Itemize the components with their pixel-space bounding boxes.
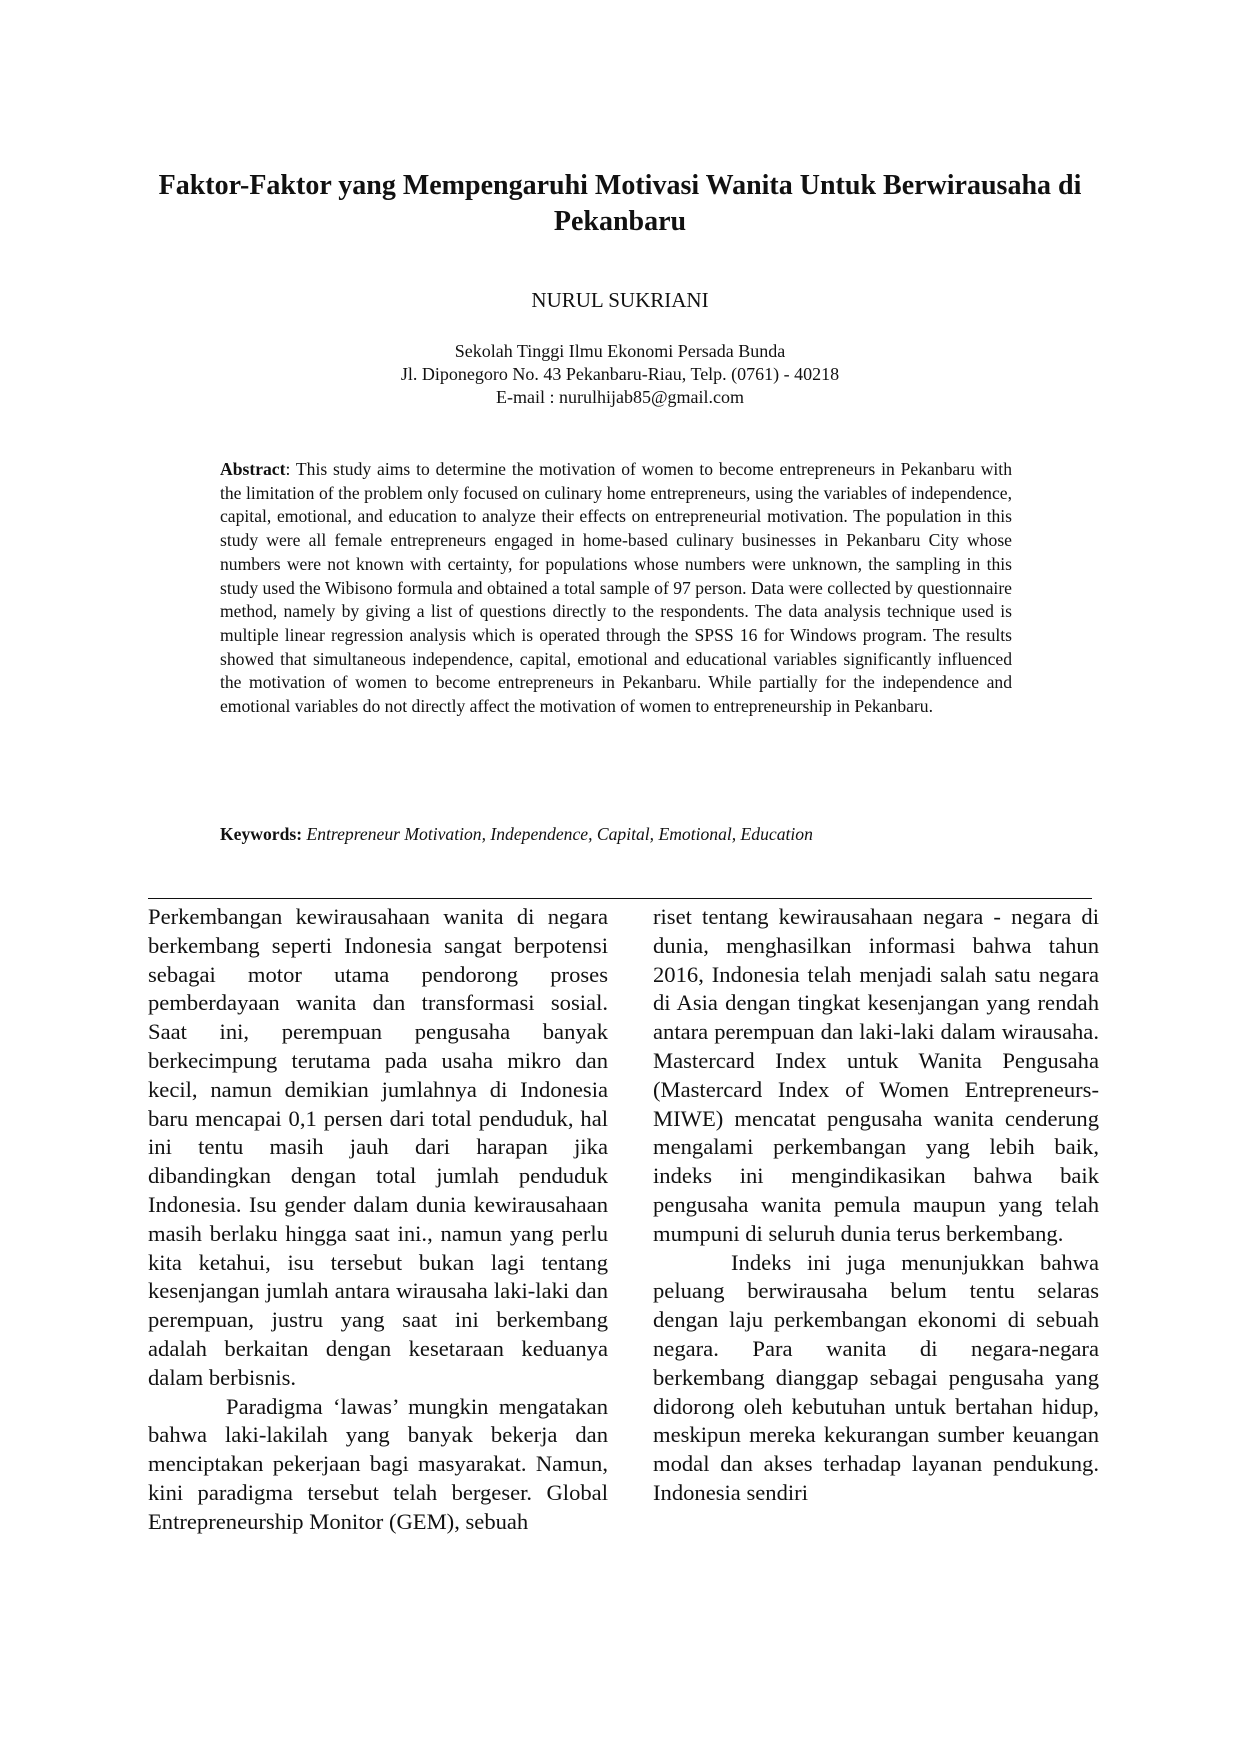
section-divider xyxy=(148,898,1092,899)
body-right-column xyxy=(653,903,1099,1508)
author-affiliation xyxy=(0,340,1240,409)
keywords-text: Entrepreneur Motivation, Independence, Capital, Emotional, Education xyxy=(306,824,813,844)
institution-address: Jl. Diponegoro No. 43 Pekanbaru-Riau, Telp. (0761) - 40218 xyxy=(400,364,840,384)
keywords-label: Keywords: xyxy=(220,824,303,844)
abstract xyxy=(220,458,1012,719)
body-paragraph: Paradigma ‘lawas’ mungkin mengatakan bahwa laki-lakilah yang banyak bekerja dan menciptakan pekerjaan bagi masyarakat. Namun, kini paradigma tersebut telah bergeser. Global Entrepreneurship Monitor (GEM), sebuah xyxy=(148,1393,608,1534)
institution-name: Sekolah Tinggi Ilmu Ekonomi Persada Bunda xyxy=(454,341,786,361)
paper-title: Faktor-Faktor yang Mempengaruhi Motivasi Wanita Untuk Berwirausaha di Pekanbaru xyxy=(158,170,1082,237)
body-paragraph: riset tentang kewirausahaan negara - negara di dunia, menghasilkan informasi bahwa tahun 2016, Indonesia telah menjadi salah satu negara di Asia dengan tingkat kesenjangan yang rendah antara perempuan dan laki-laki dalam wirausaha. Mastercard Index untuk Wanita Pengusaha (Mastercard Index of Women Entrepreneurs-MIWE) mencatat pengusaha wanita cenderung mengalami perkembangan yang lebih baik, indeks ini mengindikasikan bahwa baik pengusaha wanita pemula maupun yang telah mumpuni di seluruh dunia terus berkembang. xyxy=(653,904,1099,1246)
abstract-label: Abstract xyxy=(220,459,286,479)
abstract-text: : This study aims to determine the motivation of women to become entrepreneurs in Pekanbaru with the limitation of the problem only focused on culinary home entrepreneurs, using the variables of independence, capital, emotional, and education to analyze their effects on entrepreneurial motivation. The population in this study were all female entrepreneurs engaged in home-based culinary businesses in Pekanbaru City whose numbers were not known with certainty, for populations whose numbers were unknown, the sampling in this study used the Wibisono formula and obtained a total sample of 97 person. Data were collected by questionnaire method, namely by giving a list of questions directly to the respondents. The data analysis technique used is multiple linear regression analysis which is operated through the SPSS 16 for Windows program. The results showed that simultaneous independence, capital, emotional and educational variables significantly influenced the motivation of women to become entrepreneurs in Pekanbaru. While partially for the independence and emotional variables do not directly affect the motivation of women to entrepreneurship in Pekanbaru. xyxy=(220,459,1012,717)
body-paragraph: Indeks ini juga menunjukkan bahwa peluang berwirausaha belum tentu selaras dengan laju perkembangan ekonomi di sebuah negara. Para wanita di negara-negara berkembang dianggap sebagai pengusaha yang didorong oleh kebutuhan untuk bertahan hidup, meskipun mereka kekurangan sumber keuangan modal dan akses terhadap layanan pendukung. Indonesia sendiri xyxy=(653,1249,1099,1505)
author-email: E-mail : nurulhijab85@gmail.com xyxy=(495,387,745,407)
body-left-column xyxy=(148,903,608,1537)
keywords xyxy=(220,822,1020,846)
author-name: NURUL SUKRIANI xyxy=(531,288,709,312)
body-paragraph: Perkembangan kewirausahaan wanita di negara berkembang seperti Indonesia sangat berpotensi sebagai motor utama pendorong proses pemberdayaan wanita dan transformasi sosial. Saat ini, perempuan pengusaha banyak berkecimpung terutama pada usaha mikro dan kecil, namun demikian jumlahnya di Indonesia baru mencapai 0,1 persen dari total penduduk, hal ini tentu masih jauh dari harapan jika dibandingkan dengan total jumlah penduduk Indonesia. Isu gender dalam dunia kewirausahaan masih berlaku hingga saat ini., namun yang perlu kita ketahui, isu tersebut bukan lagi tentang kesenjangan jumlah antara wirausaha laki-laki dan perempuan, justru yang saat ini berkembang adalah berkaitan dengan kesetaraan keduanya dalam berbisnis. xyxy=(148,904,608,1390)
